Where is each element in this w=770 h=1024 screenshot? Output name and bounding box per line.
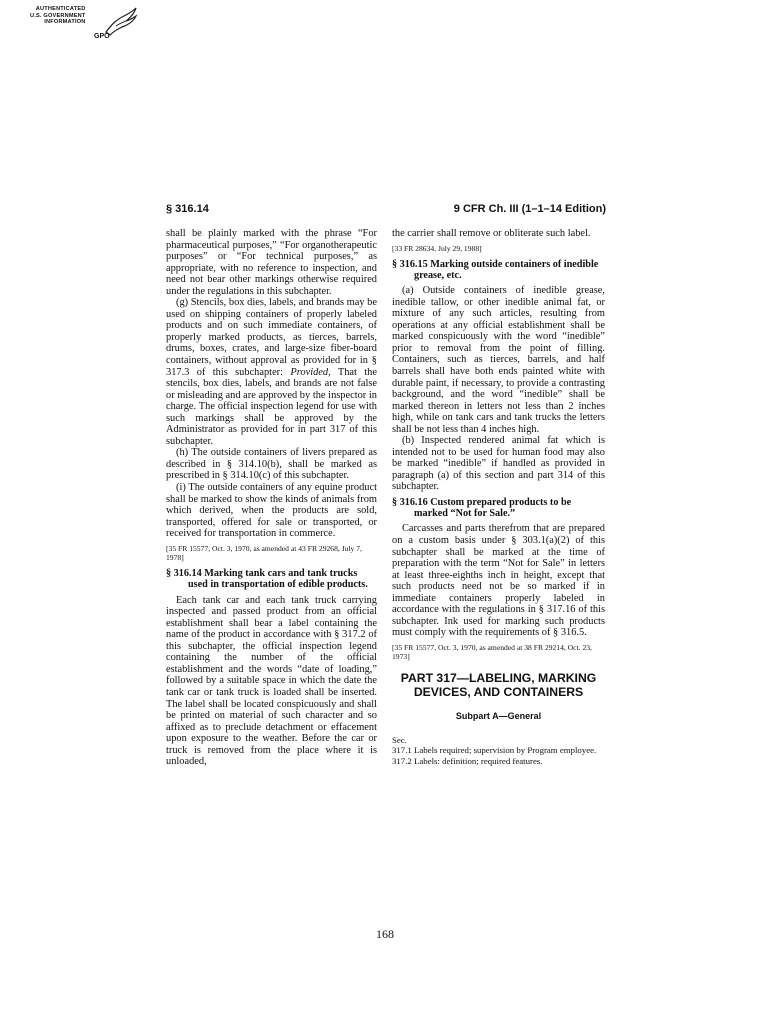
header-section: § 316.14 bbox=[166, 203, 209, 215]
section-heading: § 316.14 Marking tank cars and tank trucks used in transportation of edible products. bbox=[166, 568, 368, 591]
paragraph-a: (a) Outside containers of inedible grease, inedible tallow, or other inedible animal fat, or mixture of any such articles, resulting from operations at any official establishment shall be marked conspicuously with the word “inedible” prior to removal from the point of filling. Containers, such as tierces, barrels, and half barrels shall have both ends painted white with durable paint, if necessary, to provide a contrasting background, and the word “inedible” shall be marked thereon in letters not less than 2 inches high, while on tank cars and tank trucks the letters shall be not less than 4 inches high. bbox=[392, 285, 605, 435]
seal-line-3: INFORMATION bbox=[44, 19, 86, 26]
paragraph: the carrier shall remove or obliterate such label. bbox=[392, 228, 591, 239]
table-of-contents bbox=[392, 735, 605, 767]
left-column bbox=[166, 228, 377, 768]
toc-item: 317.2 Labels: definition; required features. bbox=[392, 756, 543, 767]
section-heading: § 316.15 Marking outside containers of inedible grease, etc. bbox=[392, 258, 599, 281]
seal-line-1: AUTHENTICATED bbox=[35, 6, 86, 12]
seal-text bbox=[30, 6, 86, 26]
citation: [35 FR 15577, Oct. 3, 1970, as amended at 43 FR 29268, July 7, 1978] bbox=[166, 543, 362, 562]
toc-item: 317.1 Labels required; supervision by Program employee. bbox=[392, 745, 597, 756]
citation: [33 FR 28634, July 29, 1988] bbox=[392, 243, 482, 253]
page-number: 168 bbox=[376, 927, 394, 941]
paragraph-i: (i) The outside containers of any equine product shall be marked to show the kinds of animals from which derived, when the products are sold, transported, offered for sale or transported, or received for transportation in commerce. bbox=[166, 482, 377, 540]
paragraph-text: That the stencils, box dies, labels, and brands are not false or misleading and are approved by the inspector in charge. The official inspection legend for use with such markings shall be approved by the Administrator as provided for in part 317 of this subchapter. bbox=[166, 366, 377, 447]
subpart-title: Subpart A—General bbox=[455, 711, 542, 722]
seal-gpo: GPO bbox=[94, 33, 110, 40]
paragraph-g bbox=[166, 297, 377, 447]
citation: [35 FR 15577, Oct. 3, 1970, as amended at 38 FR 29214, Oct. 23, 1973] bbox=[392, 642, 592, 662]
paragraph-text: (g) Stencils, box dies, labels, and brands may be used on shipping containers of properly labeled products and on such immediate containers, of properly marked products, as tierces, barrels, drums, boxes, crates, and large-size fiber-board containers, without approval as provided for in § 317.3 of this subchapter: bbox=[166, 297, 377, 378]
right-column bbox=[392, 228, 605, 767]
paragraph: shall be plainly marked with the phrase “For pharmaceutical purposes,” “For organotherapeutic purposes” or “For technical purposes,” as appropriate, with no reference to inspection, and need not bear other markings otherwise required under the regulations in this subchapter. bbox=[166, 228, 377, 297]
emphasis: Provided, bbox=[290, 366, 331, 378]
paragraph: Each tank car and each tank truck carrying inspected and passed product from an official establishment shall bear a label containing the name of the product in accordance with § 317.2 of this subchapter, the official inspection legend containing the number of the official establishment and the words “date of loading,” followed by a suitable space in which the date the tank car or tank truck is loaded shall be inserted. The label shall be located conspicuously and shall be printed on material of such character and so affixed as to preclude detachment or effacement upon exposure to the weather. Before the car or truck is removed from the place where it is unloaded, bbox=[166, 594, 377, 768]
section-heading: § 316.16 Custom prepared products to be marked “Not for Sale.” bbox=[392, 497, 572, 520]
paragraph: Carcasses and parts therefrom that are prepared on a custom basis under § 303.1(a)(2) of this subchapter shall be marked at the time of preparation with the term “Not for Sale” in letters at least three-eighths inch in height, except that such products need not be so marked if in immediate containers properly labeled in accordance with the regulations in § 317.16 of this subchapter. Ink used for marking such products must comply with the requirements of § 316.5. bbox=[392, 523, 605, 639]
seal-line-2: U.S. GOVERNMENT bbox=[30, 12, 86, 19]
toc-sec-label: Sec. bbox=[392, 734, 407, 745]
gpo-authentication-seal bbox=[30, 6, 142, 46]
running-header bbox=[166, 203, 606, 219]
part-title: PART 317—LABELING, MARKING DEVICES, AND CONTAINERS bbox=[400, 671, 597, 700]
header-edition: 9 CFR Ch. III (1–1–14 Edition) bbox=[453, 203, 606, 215]
paragraph-h: (h) The outside containers of livers prepared as described in § 314.10(b), shall be marked as prescribed in § 314.10(c) of this subchapter. bbox=[166, 447, 377, 482]
paragraph-b: (b) Inspected rendered animal fat which is intended not to be used for human food may also be marked “inedible” if handled as provided in paragraph (a) of this section and part 314 of this subchapter. bbox=[392, 435, 605, 493]
